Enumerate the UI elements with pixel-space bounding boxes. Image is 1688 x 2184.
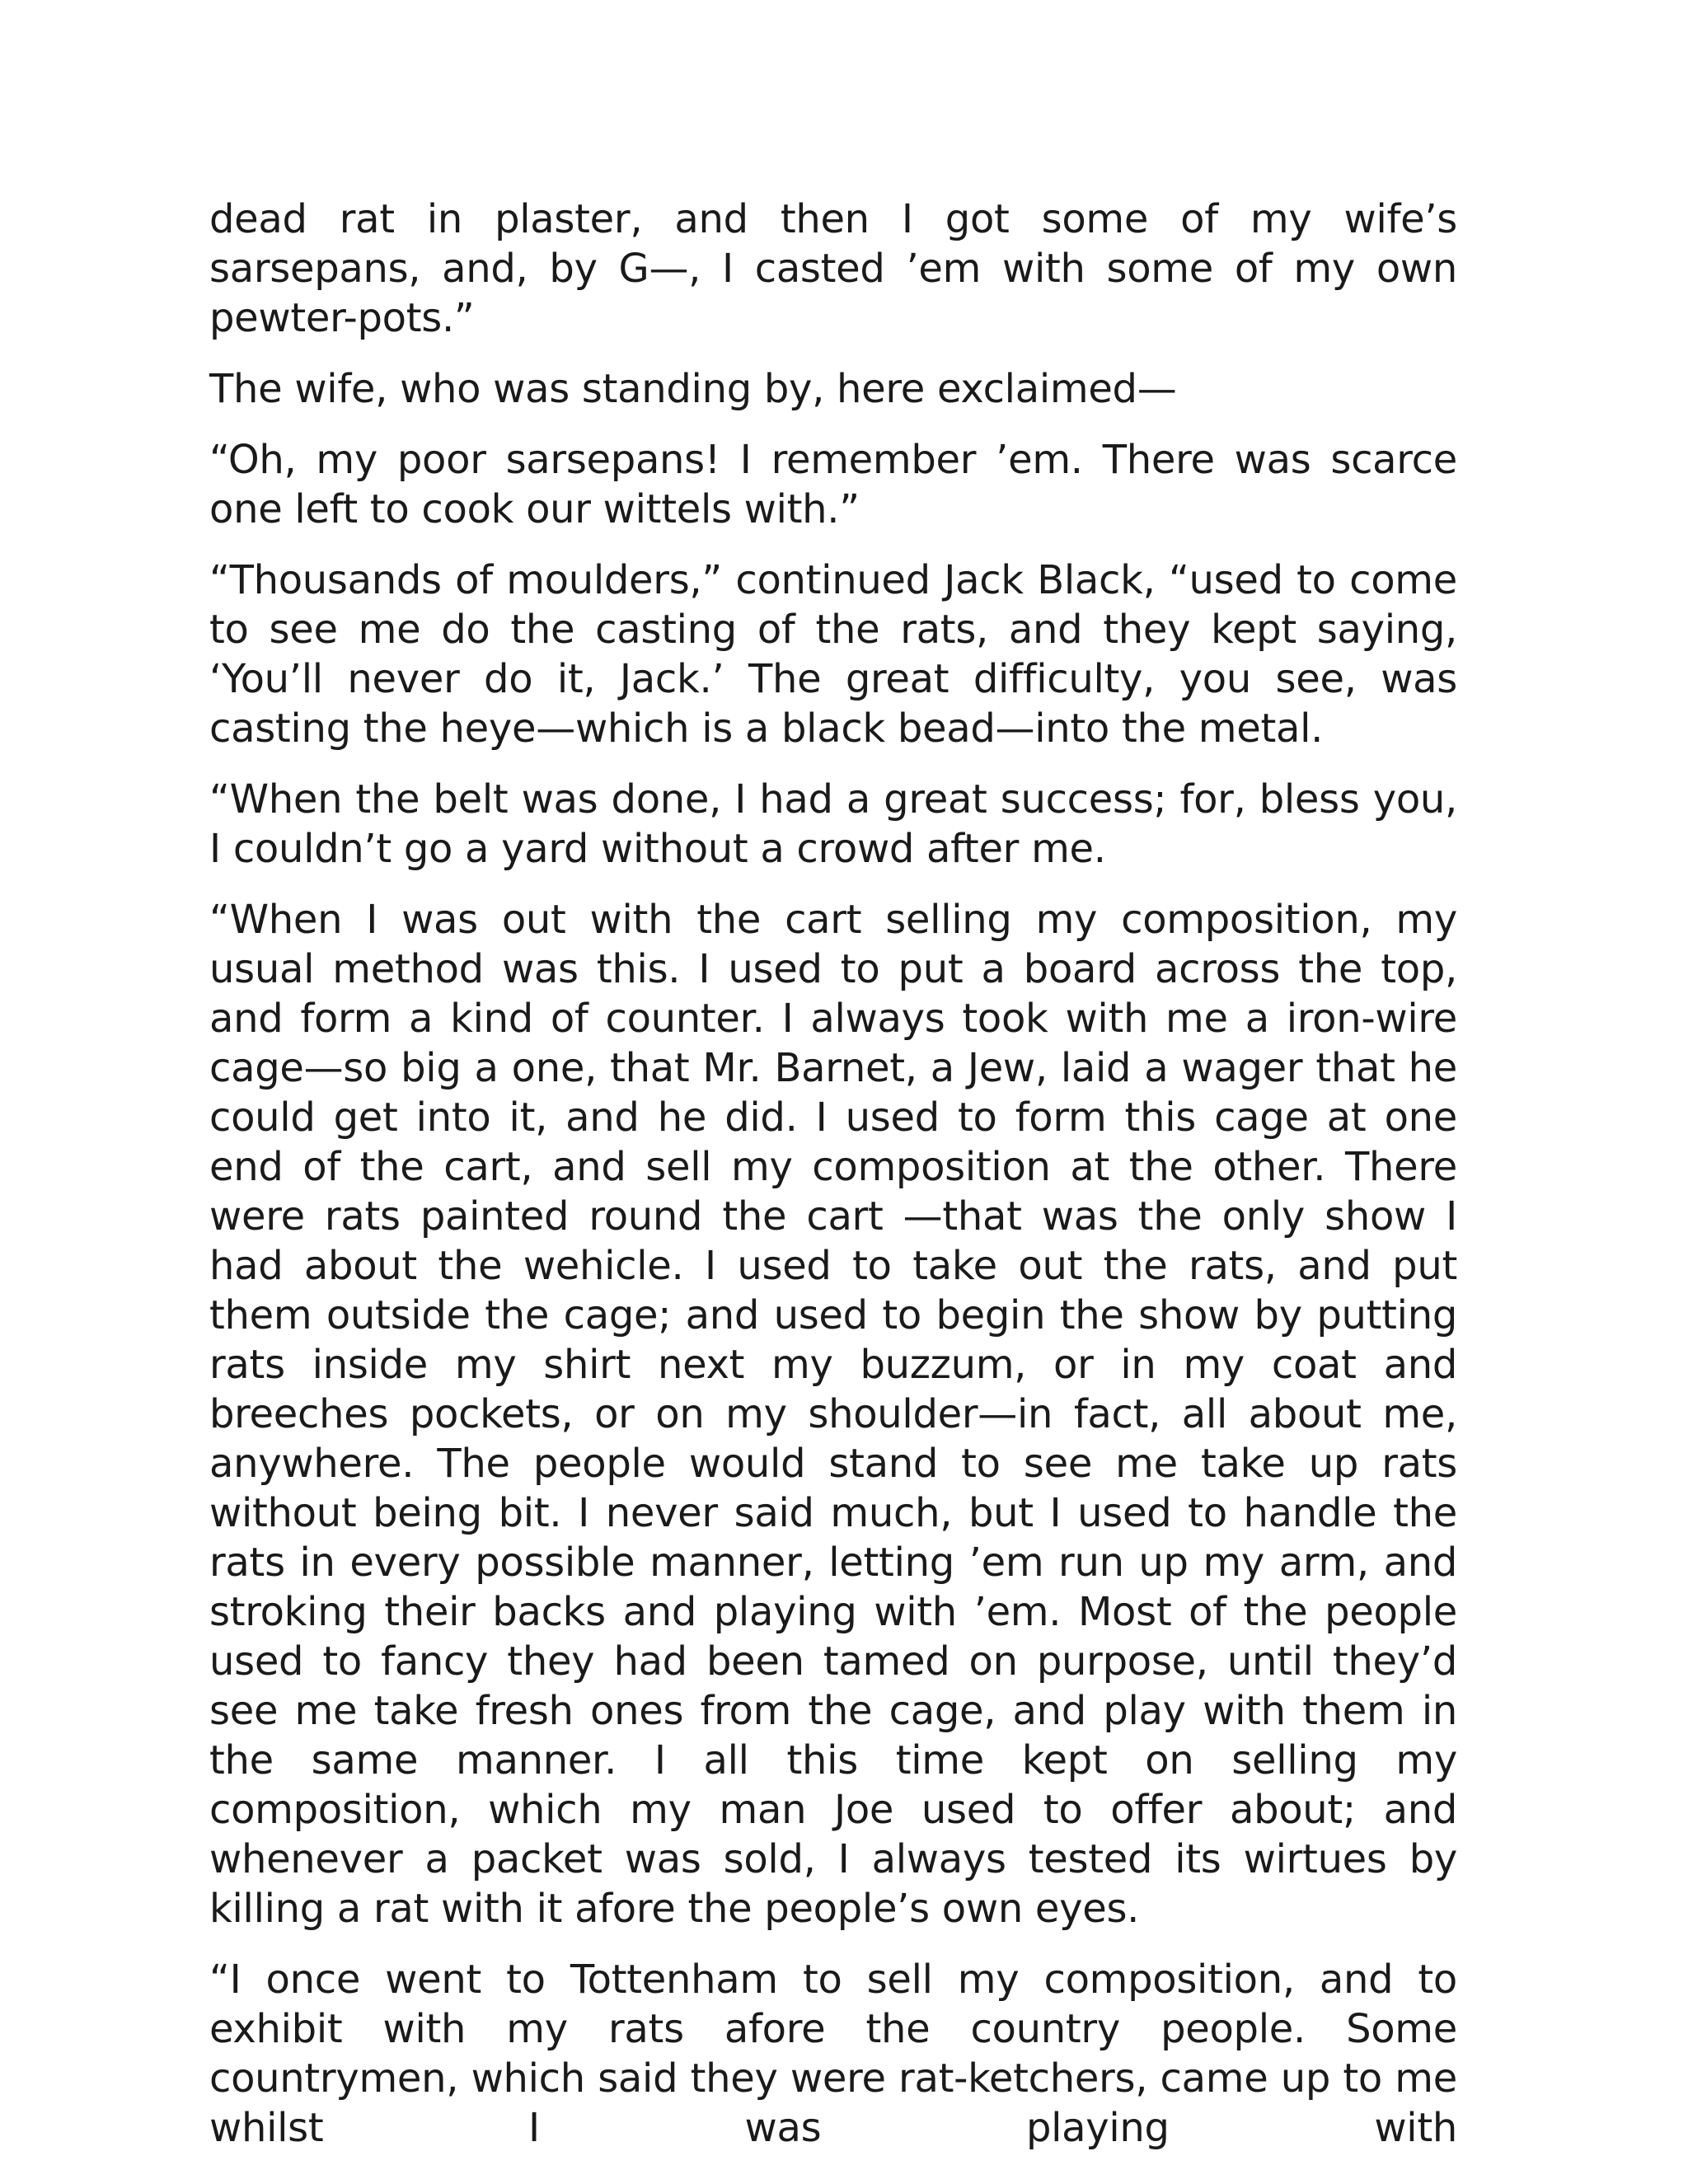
paragraph-5: “When the belt was done, I had a great success; for, bless you, I couldn’t go a yard without a crowd after me. [209, 776, 1457, 872]
paragraph-7: “I once went to Tottenham to sell my composition, and to exhibit with my rats afore the country people. Some countrymen, which said they were rat-ketchers, came up to me whilst I was playing with [209, 1957, 1457, 2151]
paragraph-2: The wife, who was standing by, here exclaimed— [209, 366, 1177, 412]
page-body [209, 194, 1457, 2174]
paragraph-1: dead rat in plaster, and then I got some of my wife’s sarsepans, and, by G—, I casted ’em with some of my own pewter-pots.” [209, 196, 1457, 341]
paragraph-6: “When I was out with the cart selling my composition, my usual method was this. I used to put a board across the top, and form a kind of counter. I always took with me a iron-wire cage—so big a one, that Mr. Barnet, a Jew, laid a wager that he could get into it, and he did. I used to form this cage at one end of the cart, and sell my composition at the other. There were rats painted round the cart —that was the only show I had about the wehicle. I used to take out the rats, and put them outside the cage; and used to begin the show by putting rats inside my shirt next my buzzum, or in my coat and breeches pockets, or on my shoulder—in fact, all about me, anywhere. The people would stand to see me take up rats without being bit. I never said much, but I used to handle the rats in every possible manner, letting ’em run up my arm, and stroking their backs and playing with ’em. Most of the people used to fancy they had been tamed on purpose, until they’d see me take fresh ones from the cage, and play with them in the same manner. I all this time kept on selling my composition, which my man Joe used to offer about; and whenever a packet was sold, I always tested its wirtues by killing a rat with it afore the people’s own eyes. [209, 897, 1457, 1932]
paragraph-3: “Oh, my poor sarsepans! I remember ’em. There was scarce one left to cook our wittels with.” [209, 437, 1457, 532]
paragraph-4: “Thousands of moulders,” continued Jack Black, “used to come to see me do the casting of the rats, and they kept saying, ‘You’ll never do it, Jack.’ The great difficulty, you see, was casting the heye—which is a black bead—into the metal. [209, 557, 1457, 752]
